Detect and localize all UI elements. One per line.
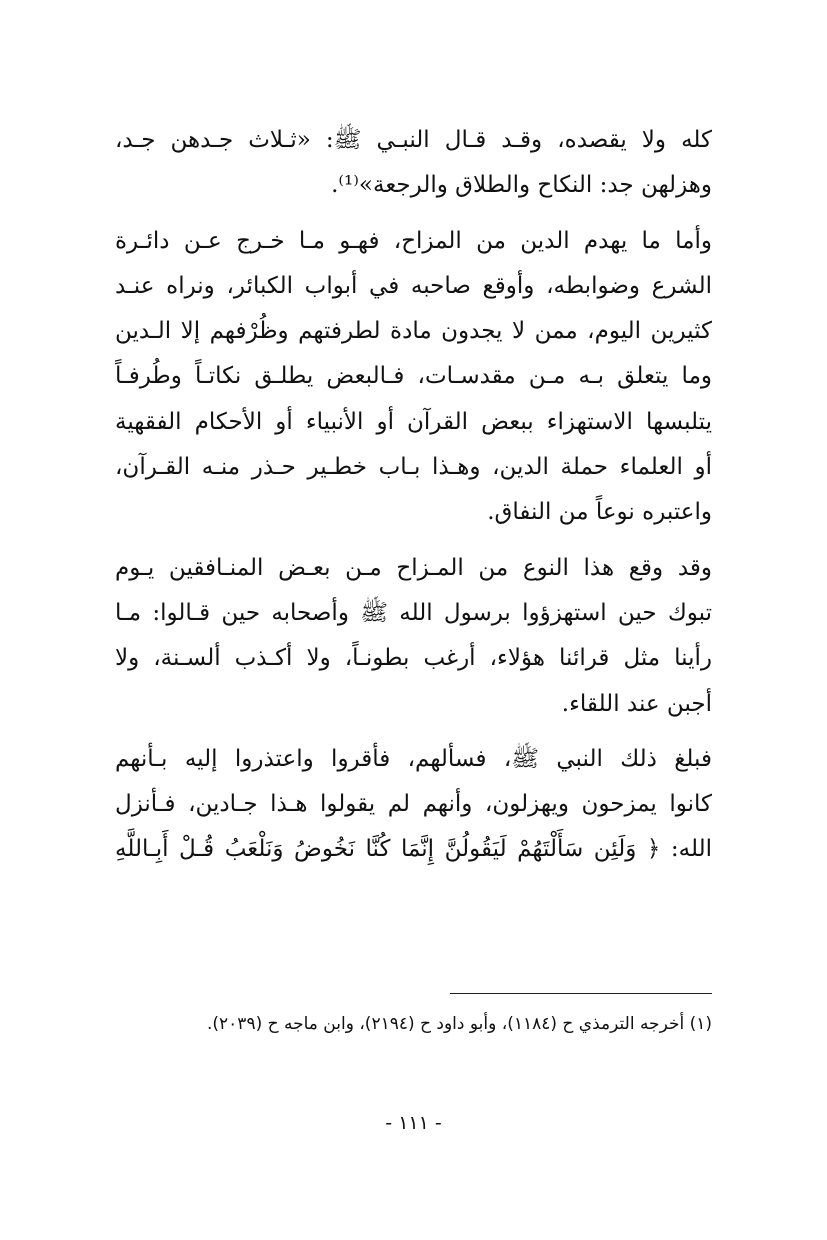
text-line: يتلبسها الاستهزاء ببعض القرآن أو الأنبياء أو الأحكام الفقهية xyxy=(115,408,712,435)
text-line: تبوك حين استهزؤوا برسول الله ﷺ وأصحابه حين قـالوا: مـا xyxy=(115,599,712,626)
text-line: واعتبره نوعاً من النفاق. xyxy=(487,499,712,526)
text-line: كله ولا يقصده، وقـد قـال النبـي ﷺ: «ثـلاث جـدهن جـد، xyxy=(115,127,712,153)
text-line: وقد وقع هذا النوع من المـزاح مـن بعـض المنـافقين يـوم xyxy=(115,554,712,581)
paragraph xyxy=(115,118,712,209)
paragraph-gap xyxy=(115,209,712,219)
text-line: الشرع وضوابطه، وأوقع صاحبه في أبواب الكبائر، ونراه عنـد xyxy=(115,272,712,299)
paragraph xyxy=(115,546,712,727)
text-line: أجبن عند اللقاء. xyxy=(561,690,712,717)
text-line: كثيرين اليوم، ممن لا يجدون مادة لطرفتهم وظُرْفهم إلا الـدين xyxy=(115,318,712,345)
text-line: أو العلماء حملة الدين، وهـذا بـاب خطـير حـذر منـه القـرآن، xyxy=(115,454,712,481)
paragraph-gap xyxy=(115,727,712,737)
text-line: الله: ﴿ وَلَئِن سَأَلْتَهُمْ لَيَقُولُنَّ إِنَّمَا كُنَّا نَخُوضُ وَنَلْعَبُ قُـلْ أَبِـاللَّهِ xyxy=(115,836,712,863)
text-line: وأما ما يهدم الدين من المزاح، فهـو مـا خـرج عـن دائـرة xyxy=(115,227,712,254)
paragraph-gap xyxy=(115,536,712,546)
text-line: وما يتعلق بـه مـن مقدسـات، فـالبعض يطلـق نكاتـاً وطُرفـاً xyxy=(115,363,712,390)
paragraph xyxy=(115,219,712,536)
text-line: وهزلهن جد: النكاح والطلاق والرجعة»⁽¹⁾. xyxy=(331,172,712,199)
text-line: فبلغ ذلك النبي ﷺ، فسألهم، فأقروا واعتذروا إليه بـأنهم xyxy=(115,745,712,772)
text-line: رأينا مثل قرائنا هؤلاء، أرغب بطونـاً، ولا أكـذب ألسـنة، ولا xyxy=(115,645,712,672)
footnote: (١) أخرجه الترمذي ح (١١٨٤)، وأبو داود ح (٢١٩٤)، وابن ماجه ح (٢٠٣٩). xyxy=(207,1014,712,1034)
paragraph xyxy=(115,737,712,873)
text-line: كانوا يمزحون ويهزلون، وأنهم لم يقولوا هـذا جـادين، فـأنزل xyxy=(115,791,712,818)
page-number: - ١١١ - xyxy=(385,1112,442,1134)
footnote-separator xyxy=(450,993,712,994)
main-text xyxy=(115,118,712,873)
